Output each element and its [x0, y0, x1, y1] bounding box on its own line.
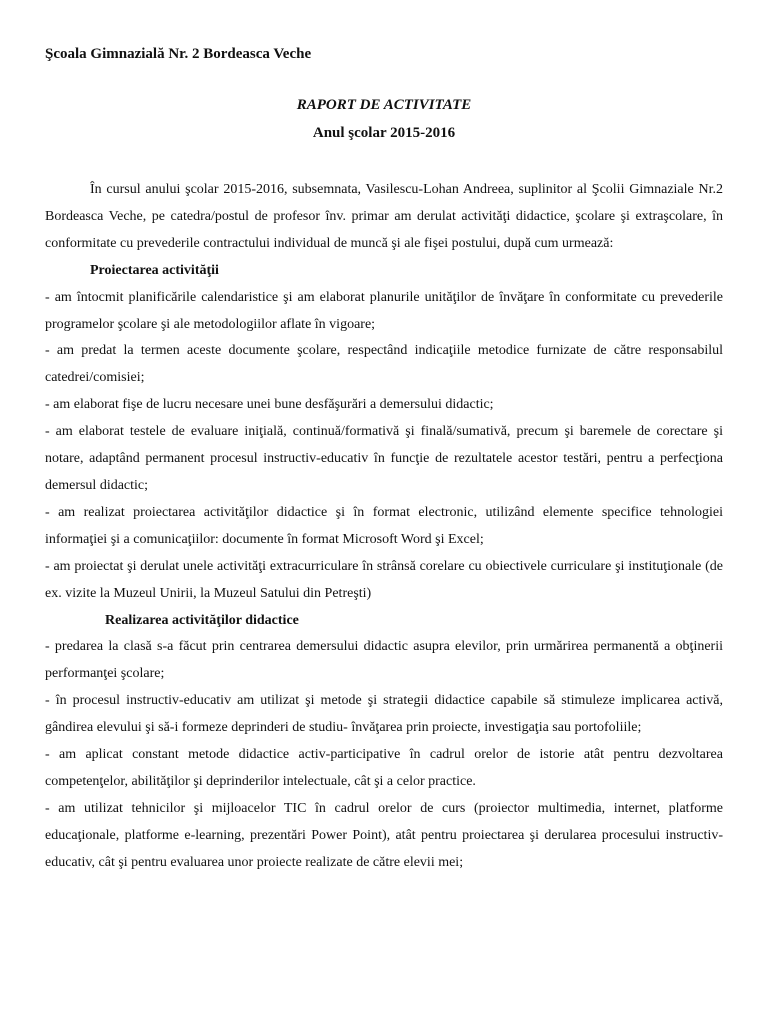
- report-subtitle: Anul şcolar 2015-2016: [312, 125, 456, 141]
- list-item: - am utilizat tehnicilor şi mijloacelor TIC în cadrul orelor de curs (proiector multimedia, internet, platforme educaţionale, platforme e-learning, prezentări Power Point), atât pentru proiectarea şi derularea procesului instructiv-educativ, cât şi pentru evaluarea unor proiecte realizate de către elevii mei;: [45, 800, 723, 870]
- list-item: - am proiectat şi derulat unele activităţi extracurriculare în strânsă corelare cu obiectivele curriculare şi instituţionale (de ex. vizite la Muzeul Unirii, la Muzeul Satului din Petreşti): [45, 558, 723, 601]
- list-item: - în procesul instructiv-educativ am utilizat şi metode şi strategii didactice capabile să stimuleze implicarea activă, gândirea elevului şi să-i formeze deprinderi de studiu- învăţarea prin proiecte, investigaţia sau portofoliile;: [45, 693, 723, 736]
- school-name: Şcoala Gimnazială Nr. 2 Bordeasca Veche: [45, 46, 312, 62]
- list-item: - predarea la clasă s-a făcut prin centrarea demersului didactic asupra elevilor, prin urmărirea permanentă a obţinerii performanţei şcolare;: [45, 639, 723, 682]
- list-item: - am elaborat fişe de lucru necesare unei bune desfăşurări a demersului didactic;: [45, 397, 494, 413]
- intro-paragraph: În cursul anului şcolar 2015-2016, subsemnata, Vasilescu-Lohan Andreea, suplinitor al Şcolii Gimnaziale Nr.2 Bordeasca Veche, pe catedra/postul de profesor înv. primar am derulat activităţi didactice, şcolare şi extraşcolare, în conformitate cu prevederile contractului individual de muncă şi ale fişei postului, după cum urmează:: [45, 182, 723, 251]
- list-item: - am întocmit planificările calendaristice şi am elaborat planurile unităţilor de învăţare în conformitate cu prevederile programelor şcolare şi ale metodologiilor aflate în vigoare;: [45, 289, 723, 332]
- section-heading-activities: Realizarea activităţilor didactice: [105, 612, 299, 628]
- list-item: - am realizat proiectarea activităţilor didactice şi în format electronic, utilizând elemente specifice tehnologiei informaţiei şi a comunicaţiilor: documente în format Microsoft Word şi Excel;: [45, 504, 723, 547]
- list-item: - am elaborat testele de evaluare iniţială, continuă/formativă şi finală/sumativă, precum şi baremele de corectare şi notare, adaptând permanent procesul instructiv-educativ în funcţie de rezultatele acestor testări, pentru a perfecţiona demersul didactic;: [45, 424, 723, 493]
- list-item: - am aplicat constant metode didactice activ-participative în cadrul orelor de istorie atât pentru dezvoltarea competenţelor, abilităţilor şi deprinderilor intelectuale, cât şi a celor practice.: [45, 747, 723, 789]
- section-heading-planning: Proiectarea activităţii: [90, 262, 219, 278]
- report-title: RAPORT DE ACTIVITATE: [296, 97, 472, 113]
- list-item: - am predat la termen aceste documente şcolare, respectând indicaţiile metodice furnizate de către responsabilul catedrei/comisiei;: [45, 343, 723, 386]
- report-body: [45, 177, 723, 877]
